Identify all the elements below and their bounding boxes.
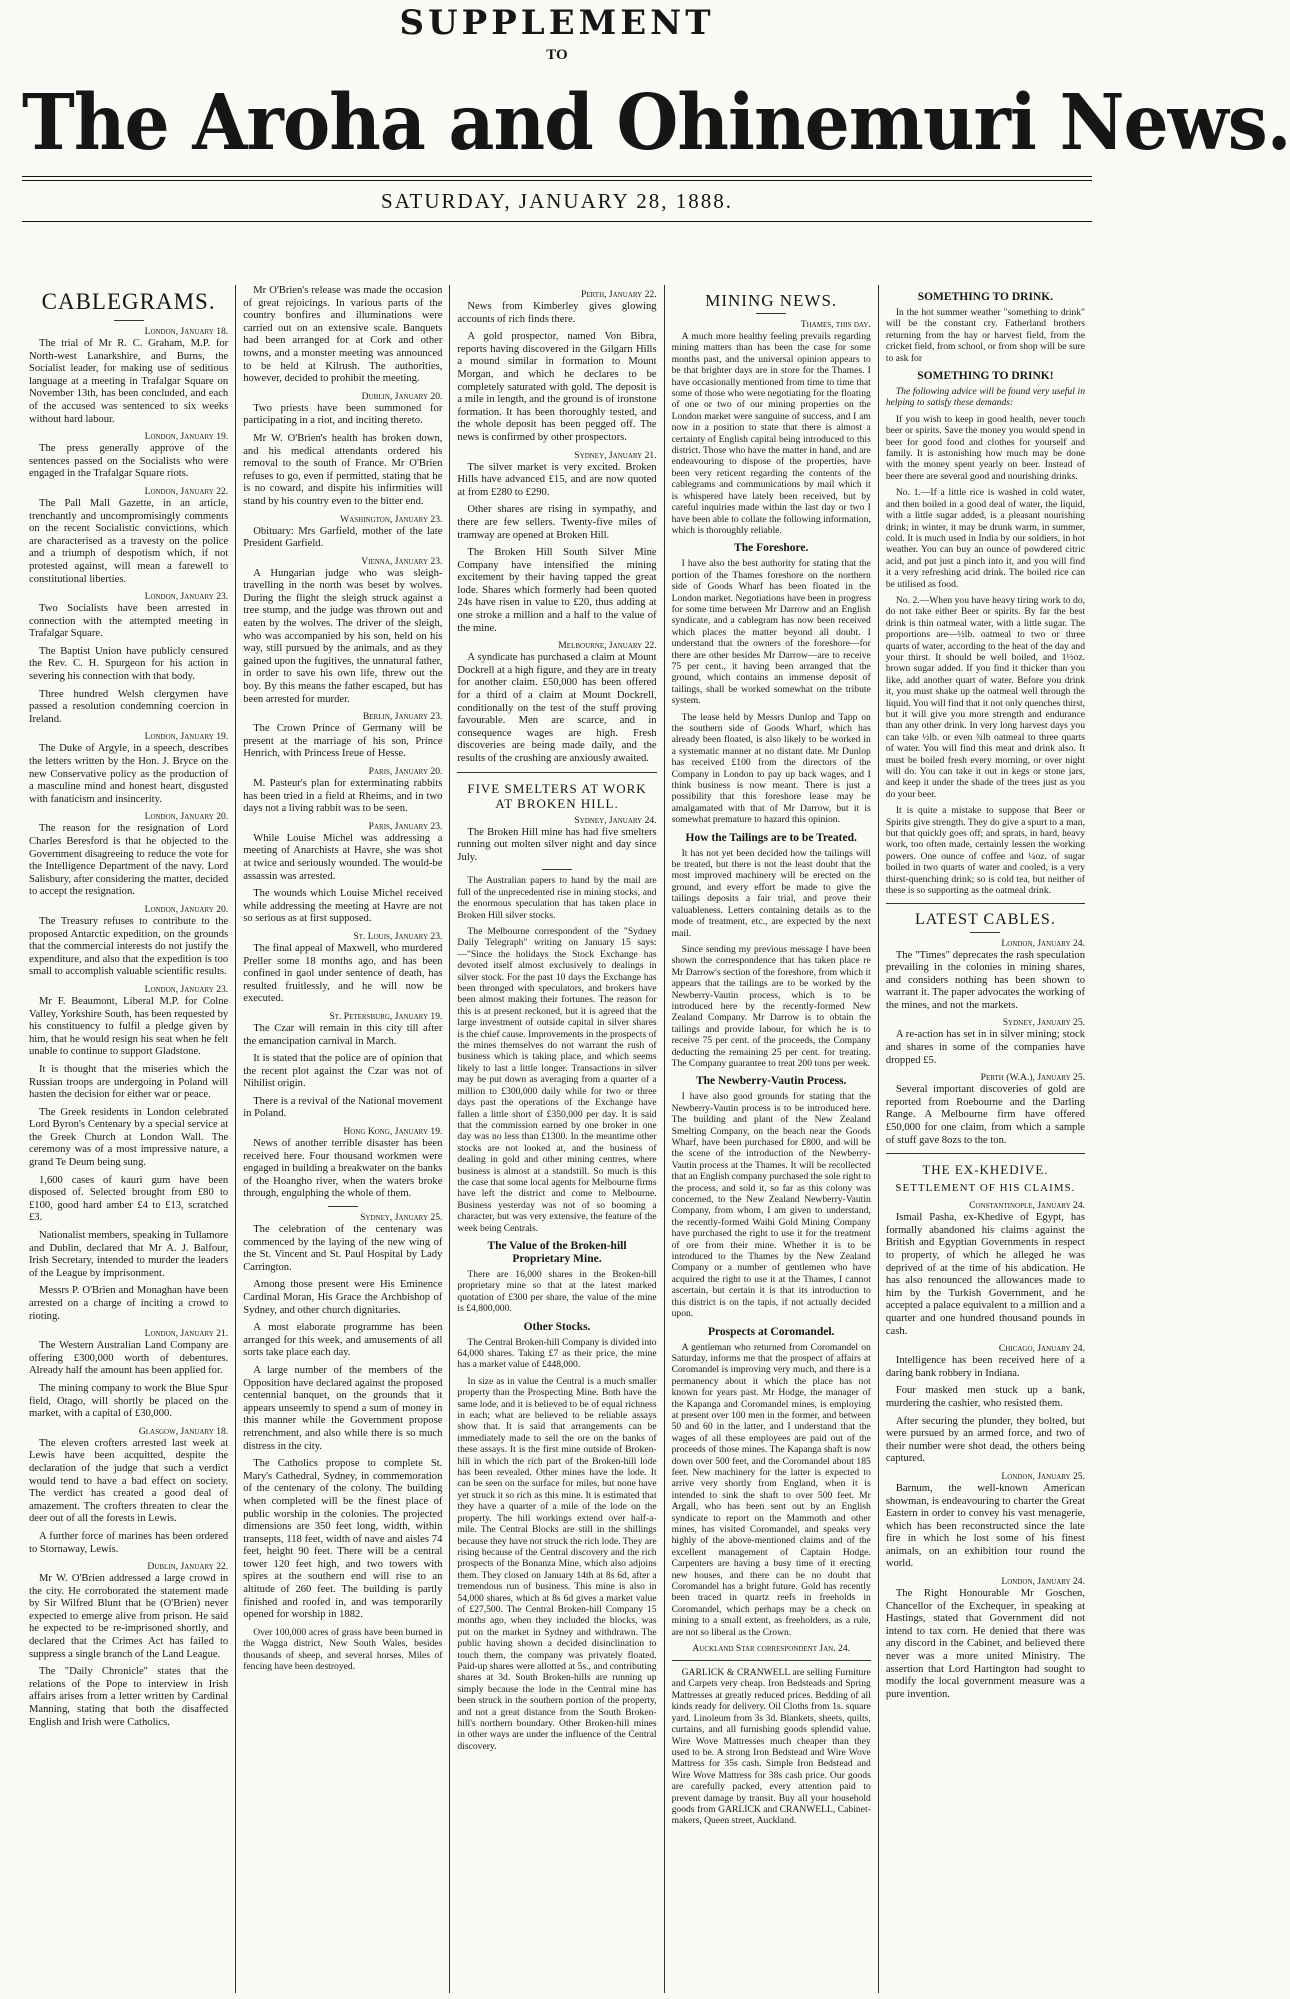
article-paragraph: Mr F. Beaumont, Liberal M.P. for Colne Valley, Yorkshire South, has been requested by his constituency to fulfil a pledge given by him, that he would resign his seat when he felt unable to continue to support Gladstone. [29,995,229,1058]
supplement-label: SUPPLEMENT [399,3,715,43]
article-paragraph: While Louise Michel was addressing a meeting of Anarchists at Havre, she was shot at twice and seriously wounded. The would-be assassin was arrested. [243,832,443,882]
dateline-entry: London, January 24. [1001,937,1086,949]
subheading-foreshore: The Foreshore. [734,542,809,555]
dateline-entry: Melbourne, January 22. [558,640,657,652]
masthead [22,0,1290,222]
divider [886,903,1085,904]
column-cablegrams [22,285,236,1993]
dateline-entry: Paris, January 23. [368,820,443,832]
article-paragraph: Since sending my previous message I have been shown the correspondence that has taken place re Mr Darrow's section of the foreshore, from which it appears that the tailings are to be worked by the Newberry-Vautin process, which is to be introduced here by the recently-formed New Zealand Company. Mr Darrow is to obtain the tailings and provide labour, for which he is to receive 75 per cent. of the proceeds, the Company deducting the remaining 25 per cent. for treating. The Company guarantee to treat 200 tons per week. [671,943,871,1069]
article-paragraph: Several important discoveries of gold are reported from Roebourne and the Darling Range. A Melbourne firm have offered £50,000 for one claim, from which a sample of stuff gave 8ozs to the ton. [885,1084,1086,1146]
dateline-entry: St. Louis, January 23. [353,930,443,942]
dateline-entry: London, January 19. [144,431,229,443]
article-paragraph: The Greek residents in London celebrated Lord Byron's Centenary by a special service at the Greek Church at London Wall. The ceremony was of a most impressive nature, a grand Te Deum being sung. [29,1106,229,1169]
article-paragraph: After securing the plunder, they bolted, but were pursued by an armed force, and two of their number were shot dead, the others being captured. [885,1415,1086,1465]
dateline-entry: Perth, January 22. [580,289,657,300]
article-paragraph: The final appeal of Maxwell, who murdered Preller some 18 months ago, and has been confined in gaol under sentence of death, has resulted fruitlessly, and he will now be executed. [243,942,443,1005]
subheading-value-of-mine: The Value of the Broken-hill Proprietary Mine. [487,1239,627,1265]
article-paragraph: If you wish to keep in good health, never touch beer or spirits. Save the money you would spend in beer for good food and clothes for yourself and family. It is astonishing how much may be done with the money spent yearly on beer. Instead of beer there are several good and nourishing drinks. [885,413,1086,482]
dateline-entry: London, January 23. [144,591,229,603]
article-paragraph: Among those present were His Eminence Cardinal Moran, His Grace the Archbishop of Sydney, and other church dignitaries. [243,1279,443,1316]
divider [114,320,144,321]
article-paragraph: The mining company to work the Blue Spur field, Otago, will shortly be placed on the market, with a capital of £30,000. [29,1382,229,1420]
advertisement-garlick-cranwell: GARLICK & CRANWELL are selling Furniture and Carpets very cheap. Iron Bedsteads and Spring Mattresses at greatly reduced prices. Bedding of all kinds ready for delivery. Oil Cloths from 1s. square yard. Linoleum from 3s 3d. Blankets, sheets, quilts, curtains, and all furnishing goods splendid value. Wire Wove Mattresses much cheaper than they used to be. A strong Iron Bedstead and Wire Wove Mattress for 35s cash. Simple Iron Bedstead and Wire Wove Mattress for 38s cash price. Our goods are carefully packed, every attention paid to prevent damage by transit. Buy all your household goods from GARLICK and CRANWELL, Cabinet-makers, Queen street, Auckland. [671,1667,871,1827]
subheading-newberry-vautin: The Newberry-Vautin Process. [695,1075,847,1088]
dateline-entry: Glasgow, January 18. [138,1425,229,1437]
article-paragraph: The Czar will remain in this city till after the emancipation carnival in March. [243,1022,443,1047]
article-paragraph: The press generally approve of the sentences passed on the Socialists who were engaged in the Trafalgar Square riots. [29,443,229,480]
section-heading-smelters: FIVE SMELTERS AT WORK AT BROKEN HILL. [467,780,647,811]
article-paragraph: Barnum, the well-known American showman, is endeavouring to charter the Great Eastern in order to convey his vast menagerie, which has been reconstructed since the late fire in which he lost some of his finest animals, on an exhibition tour round the world. [885,1482,1086,1570]
dateline-entry: Sydney, January 25. [360,1212,443,1224]
article-paragraph: Two priests have been summoned for participating in a riot, and inciting thereto. [243,402,443,427]
article-paragraph: The "Daily Chronicle" states that the relations of the Pope to interview in Irish affairs arises from a letter written by Cardinal Manning, stating that both the disaffected English and Irish were Catholics. [29,1666,229,1728]
article-paragraph: A syndicate has purchased a claim at Mount Dockrell at a high figure, and they are in treaty for another claim. £50,000 has been offered for a third of a claim at Mount Dockrell, conditionally on the test of the stuff proving favourable. Men are scarce, and in consequence wages are high. Fresh discoveries are being made daily, and the results of the crushing are anxiously awaited. [457,652,657,764]
article-paragraph: The eleven crofters arrested last week at Lewis have been acquitted, despite the declaration of the judge that such a verdict would tend to have a bad effect on society. The verdict has created a good deal of amazement. The crofters threaten to clear the deer out of all the forests in Lewis. [29,1437,229,1525]
dateline-entry: Paris, January 20. [368,766,443,777]
divider [457,772,656,773]
article-paragraph: No. 2.—When you have heavy tiring work to do, do not take either Beer or spirits. By far the best drink is thin oatmeal water, with a little sugar. The proportions are—½lb. oatmeal to two or three quarts of water, according to the heat of the day and your thirst. It should be well boiled, and 1½oz. brown sugar added. If you find it thicker than you like, add another quart of water. Before you drink it, you must shake up the oatmeal well through the liquid. You will find that it not only quenches thirst, but it will give you more strength and endurance than any other drink. In very long harvest days you can take ½lb. or even ¾lb oatmeal to three quarts of water. You will find this meat and drink also. It must be boiled fresh every morning, or over night will do. You can take it out in kegs or stone jars, and keep it under the shade of the trees just as you do your beer. [885,594,1086,800]
dateline-entry: Sydney, January 21. [574,449,657,461]
article-paragraph: There is a revival of the National movement in Poland. [243,1095,443,1120]
article-paragraph: The Right Honourable Mr Goschen, Chancellor of the Exchequer, in speaking at Hastings, stated that Government did not intend to tax corn. He denied that there was any discord in the Cabinet, and believed there never was a more united Ministry. The assertion that Lord Hartington had sought to modify the local government measure was a pure invention. [885,1588,1086,1700]
article-paragraph: Mr W. O'Brien's health has broken down, and his medical attendants ordered his removal to the south of France. Mr O'Brien refuses to go, even if permitted, stating that he is no coward, and dispite his infirmities will stand by his country even to the bitter end. [243,432,443,507]
column-broken-hill [450,285,664,1993]
article-paragraph: The wounds which Louise Michel received while addressing the meeting at Havre are not so serious as at first supposed. [243,888,443,925]
dateline-entry: London, January 23. [144,983,229,995]
section-heading-ex-khedive: THE EX-KHEDIVE. [922,1162,1049,1178]
article-paragraph: The Central Broken-hill Company is divided into 64,000 shares. Taking £7 as their price, the mine has a market value of £448,000. [457,1336,657,1371]
article-paragraph: The Broken Hill mine has had five smelters running out molten silver night and day since July. [457,826,657,863]
article-paragraph: It is thought that the miseries which the Russian troops are undergoing in Poland will hasten the decision for either war or peace. [29,1063,229,1101]
dateline-entry: Chicago, January 24. [998,1343,1086,1355]
article-paragraph: Messrs P. O'Brien and Monaghan have been arrested on a charge of inciting a crowd to rioting. [29,1285,229,1322]
article-paragraph: In the hot summer weather "something to drink" will be the constant cry. Fatherland brothers returning from the hay or harvest field, from the cricket field, from school, or from shop will be sure to ask for [885,307,1086,364]
dateline: SATURDAY, JANUARY 28, 1888. [381,189,733,213]
article-paragraph: It is stated that the police are of opinion that the recent plot against the Czar was not of Nihilist origin. [243,1053,443,1090]
dateline-entry: London, January 20. [144,903,229,915]
date-rule [22,221,1092,222]
subheading-tailings: How the Tailings are to be Treated. [685,831,857,844]
article-paragraph: The trial of Mr R. C. Graham, M.P. for North-west Lanarkshire, and Burns, the Socialist leader, for making use of seditious language at a meeting in Trafalgar Square on November 13th, has been concluded, and each of the accused was sentenced to six weeks without hard labour. [29,338,229,425]
dateline-entry: Sydney, January 24. [574,814,657,826]
article-paragraph: The Australian papers to hand by the mail are full of the unprecedented rise in mining stocks, and the enormous speculation that has taken place in Broken Hill silver stocks. [457,875,657,921]
dateline-entry: St. Petersburg, January 19. [329,1010,443,1022]
dateline-entry: Berlin, January 23. [362,711,443,723]
article-paragraph: Mr O'Brien's release was made the occasion of great rejoicings. In various parts of the country bonfires and illuminations were carried out on an extensive scale. Banquets had been arranged for at Cork and other towns, and a monster meeting was announced to be held at Kilrush. The authorities, however, decided to prohibit the meeting. [243,285,443,385]
article-paragraph: A further force of marines has been ordered to Stornaway, Lewis. [29,1530,229,1555]
article-paragraph: The "Times" deprecates the rash speculation prevailing in the colonies in mining shares, and considers nothing has been shown to warrant it. The paper advocates the working of the mines, and not the markets. [885,949,1086,1011]
article-paragraph: Mr W. O'Brien addressed a large crowd in the city. He corroborated the statement made by Sir Wilfred Blunt that he (O'Brien) never expected to emerge alive from prison. He said he expected to be re-imprisoned shortly, and declared that the Crimes Act has failed to suppress a single branch of the Land League. [29,1573,229,1660]
dateline-entry: Sydney, January 25. [1002,1017,1086,1029]
article-paragraph: I have also good grounds for stating that the Newberry-Vautin process is to be introduced here. The building and plant of the New Zealand Smelting Company, on the beach near the Goods Wharf, have been purchased for £800, and will be the scene of the introduction of the Newberry-Vautin process at the Thames. It will be recollected that an English company purchased the sole right to the process, and sold it, so far as this colony was concerned, to the New Zealand Newberry-Vautin Company, from whom, I am given to understand, the recently-formed Waihi Gold Mining Company have purchased the right to use it for the treatment of ore from their mine. Whether it is to be introduced to the Thames by the New Zealand Company or a number of gentlemen who have acquired the right to use it at the Thames, I cannot ascertain, but certain it is that its introduction to this district is on the tapis, if not actually decided upon. [671,1091,871,1320]
article-paragraph: The Catholics propose to complete St. Mary's Cathedral, Sydney, in commemoration of the centenary of the colony. The building when completed will be the finest place of public worship in the colonies. The projected dimensions are 350 feet long, width, within transepts, 118 feet, width of nave and aisles 74 feet, height 90 feet. There will be a central tower 120 feet high, and two towers with spires at the southern end will rise to an altitude of 260 feet. The building is partly finished and roofed in, and was temporarily opened for worship in 1882. [243,1458,443,1621]
dateline-entry: Dublin, January 20. [361,390,443,402]
article-paragraph: A gold prospector, named Von Bibra, reports having discovered in the Gilgarn Hills a mound similar in formation to Mount Morgan, and which he declares to be completely saturated with gold. The deposit is a mile in length, and the ground is of ironstone formation. It has been thoroughly tested, and the whole deposit has been pegged off. The news is confirmed by other prospectors. [457,331,657,443]
article-paragraph: A large number of the members of the Opposition have declared against the proposed centennial banquet, on the grounds that it appears unseemly to spend a sum of money in this manner while the Government propose retrenchment, and also while there is so much distress in the city. [243,1364,443,1452]
article-paragraph: The following advice will be found very useful in helping to satisfy these demands: [885,386,1086,409]
divider [756,313,786,314]
article-paragraph: A gentleman who returned from Coromandel on Saturday, informs me that the prospect of affairs at Coromandel is improving very much, and there is a permanency about it which the place has not known for years past. Mr Hodge, the manager of the Kapanga and Coromandel mines, is employing at present over 100 men in the former, and between 50 and 60 in the latter, and I understand that the wages of all these employees are paid out of the proceeds of those mines. The Kapanga shaft is now down over 500 feet, and the Coromandel about 185 feet. New machinery for the latter is expected to arrive very shortly from England, when it is intended to sink the shaft to over 500 feet. Mr Argall, who has been sent out by an English syndicate to report on the Mammoth and other mines, has visited Coromandel, and speaks very highly of the above-mentioned claims and of the excellent management of Captain Hodge. Carpenters are having a busy time of it erecting new houses, and there can be no doubt that Coromandel has a bright future. Gold has recently been traced in quartz reefs in freeholds in Coromandel, which perhaps may be a check on mining to a small extent, as freeholders, as a rule, are not so liberal as the Crown. [671,1341,871,1638]
title-rule [22,176,1092,181]
dateline-entry: Hong Kong, January 19. [343,1126,443,1138]
section-heading-cablegrams: CABLEGRAMS. [41,289,216,314]
column-something-to-drink [879,285,1092,1993]
article-paragraph: Two Socialists have been arrested in connection with the attempted meeting in Trafalgar Square. [29,603,229,640]
article-paragraph: Intelligence has been received here of a daring bank robbery in Indiana. [885,1355,1086,1379]
article-paragraph: Four masked men stuck up a bank, murdering the cashier, who resisted them. [885,1385,1086,1409]
column-mining-news [665,285,879,1993]
signature: Auckland Star correspondent Jan. 24. [692,1643,851,1655]
dateline-entry: Perth (W.A.), January 25. [980,1072,1086,1084]
article-paragraph: There are 16,000 shares in the Broken-hill proprietary mine so that at the latest marked quotation of £300 per share, the value of the mine is £4,800,000. [457,1268,657,1315]
article-paragraph: M. Pasteur's plan for exterminating rabbits has been tried in a field at Rheims, and in two days not a living rabbit was to be seen. [243,778,443,815]
columns [22,285,1092,1993]
dateline-entry: London, January 24. [1001,1576,1086,1588]
article-paragraph: News of another terrible disaster has been received here. Four thousand workmen were engaged in building a breakwater on the banks of the Hoangho river, when the waters broke through, engulphing the whole of them. [243,1138,443,1200]
article-paragraph: The Western Australian Land Company are offering £300,000 worth of debentures. Already half the amount has been applied for. [29,1340,229,1377]
article-paragraph: The Baptist Union have publicly censured the Rev. C. H. Spurgeon for his action in severing his connection with that body. [29,645,229,683]
article-paragraph: The Melbourne correspondent of the "Sydney Daily Telegraph" writing on January 15 says:—"Since the holidays the Stock Exchange has devoted itself almost exclusively to dealings in silver stock. For the past 10 days the Exchange has been thronged with speculators, and brokers have been almost making their fortunes. The reason for this is at present reckoned, but it is agreed that the large investment of outside capital in silver shares is the chief cause. Improvements in the prospects of the mines themselves do not warrant the rush of business which is taking place, and which seems likely to last a little longer. Transactions in silver may be put down as averaging from a quarter of a million to £300,000 daily while for two or three days past the operations of the Exchange have fallen a little short of £350,000 per day. It is said that the commission earned by one broker in one day was no less than £1300. In the meantime other stocks are not looked at, and the business of dealing in gold and other mining centres, where business is almost at a standstill. So much is this the case that some local agents for Melbourne firms have left the district and come to Melbourne. Business yesterday was not of so booming a character, but was very extensive, the feature of the week being Centrals. [457,926,657,1234]
article-paragraph: Nationalist members, speaking in Tullamore and Dublin, declared that Mr A. J. Balfour, Irish Secretary, intended to murder the leaders of the League by imprisonment. [29,1230,229,1279]
dateline-entry: London, January 25. [1001,1470,1086,1482]
dateline-entry: Dublin, January 22. [147,1561,229,1573]
section-heading-mining-news: MINING NEWS. [705,291,838,310]
subheading-other-stocks: Other Stocks. [523,1320,591,1333]
article-paragraph: A much more healthy feeling prevails regarding mining matters than has been the case for some months past, and the universal opinion appears to be that brighter days are in store for the Thames. I have occasionally mentioned from time to time that some of those who were negotiating for the floating of one or two of our mining properties on the London market were sanguine of success, and I am now in a position to state that there is almost a certainty of English capital being introduced to this district. Those who have the matter in hand, and are endeavouring to dispose of the properties, have been very reticent regarding the contents of the cablegrams and communications by mail which it is whispered have lately been received, but by careful inquiries made within the last day or two I have been able to collate the following information, which is thoroughly reliable. [671,331,871,536]
article-paragraph: 1,600 cases of kauri gum have been disposed of. Selected brought from £80 to £100, good hard amber £4 to £13, scratched £3. [29,1174,229,1224]
subheading-settlement: SETTLEMENT OF HIS CLAIMS. [895,1182,1076,1195]
article-paragraph: No. 1.—If a little rice is washed in cold water, and then boiled in a good deal of water, the liquid, with a little sugar added, is a pleasant nourishing drink; in winter, it may be drunk warm, in summer, cold. It is much used in India by our soldiers, in hot weather. You can buy an ounce of powdered citric acid, and put just a pinch into it, and you will find it a very refreshing acid drink. The boiled rice can be utilised as food. [885,487,1086,590]
dateline-entry: London, January 19. [144,731,229,743]
dateline-entry: London, January 22. [144,485,229,497]
article-paragraph: The silver market is very excited. Broken Hills have advanced £15, and are now quoted at from £280 to £290. [457,461,657,498]
article-paragraph: The celebration of the centenary was commenced by the laying of the new wing of the St. Vincent and St. Paul Hospital by Lady Carrington. [243,1224,443,1273]
dateline-entry: Thames, this day. [800,319,871,330]
article-paragraph: A Hungarian judge who was sleigh-travelling in the north was beset by wolves. During the flight the sleigh struck against a tree stump, and the judge was thrown out and eaten by the wolves. The driver of the sleigh, who was accompanied by his son, held on his way, still pursued by the animals, and as they gained upon the fugitives, the unnatural father, in order to save his own life, threw out the boy. By this means the father escaped, but has been arrested for murder. [243,567,443,705]
article-paragraph: A re-action has set in in silver mining; stock and shares in some of the companies have dropped £5. [885,1029,1086,1066]
section-heading-something-to-drink: SOMETHING TO DRINK. [917,291,1054,303]
article-paragraph: Other shares are rising in sympathy, and there are few sellers. Twenty-five miles of tramway are opened at Broken Hill. [457,504,657,541]
article-paragraph: It is quite a mistake to suppose that Beer or Spirits give strength. They do give a spurt to a man, but that quickly goes off; and sprats, in hard, heavy work, too often made, certainly lessen the working powers. One ounce of coffee and ¼oz. of sugar boiled in two quarts of water and cooled, is a very thirst-quenching drink; so is cold tea, but neither of these is so supporting as the oatmeal drink. [885,805,1086,897]
divider [970,932,1000,933]
article-paragraph: The Broken Hill South Silver Mine Company have intensified the mining excitement by their having tapped the great lode. Shares which formerly had been quoted 24s have risen in value to £20, thus adding at one stroke a million and a half to the value of the mine. [457,547,657,634]
divider [328,1206,358,1207]
dateline-entry: London, January 21. [144,1328,229,1340]
subheading-something-to-drink: SOMETHING TO DRINK! [917,370,1054,383]
article-paragraph: The reason for the resignation of Lord Charles Beresford is that he objected to the Government disagreeing to reduce the vote for the Intelligence Department of the navy. Lord Salisbury, after considering the matter, decided to accept the resignation. [29,823,229,898]
dateline-entry: Washington, January 23. [340,513,443,525]
article-paragraph: Three hundred Welsh clergymen have passed a resolution condemning coercion in Ireland. [29,688,229,725]
dateline-entry: Vienna, January 23. [361,555,443,567]
article-paragraph: The Duke of Argyle, in a speech, describes the letters written by the Hon. J. Bryce on the new Conservative policy as the production of a masculine mind and honest heart, disgusted with fanaticism and insincerity. [29,743,229,805]
article-paragraph: Over 100,000 acres of grass have been burned in the Wagga district, New South Wales, besides thousands of sheep, and several horses. Miles of fencing have been destroyed. [243,1626,443,1673]
divider [672,1660,871,1661]
article-paragraph: I have also the best authority for stating that the portion of the Thames foreshore on the northern side of Goods Wharf has been floated in the London market. Negotiations have been in progress for some time between Mr Darrow and an English syndicate, and a cablegram has now been received which places the matter beyond all doubt. I understand that the owners of the foreshore—for there are other besides Mr Darrow—are to receive 75 per cent., it having been arranged that the ground, which contains an immense deposit of tailings, shall be worked somewhat on the tribute system. [671,558,871,707]
dateline-entry: Constantinople, January 24. [969,1200,1086,1212]
divider [886,1153,1085,1154]
divider [542,869,572,870]
newspaper-title: The Aroha and Ohinemuri News. [22,76,1290,168]
article-paragraph: The Treasury refuses to contribute to the proposed Antarctic expedition, on the grounds that the commercial interests do not justify the expenditure, and also that the expedition is too small to accomplish valuable scientific results. [29,915,229,978]
dateline-entry: London, January 18. [144,326,229,337]
article-paragraph: The Crown Prince of Germany will be present at the marriage of his son, Prince Henrich, with Princess Ireue of Hesse. [243,723,443,760]
article-paragraph: News from Kimberley gives glowing accounts of rich finds there. [457,301,657,325]
section-heading-latest-cables: LATEST CABLES. [915,910,1056,928]
article-paragraph: The lease held by Messrs Dunlop and Tapp on the southern side of Goods Wharf, which has already been floated, is also likely to be worked in a systematic manner at no distant date. Mr Dunlop has received £100 from the directors of the Company in London to pay up back wages, and I think business is now meant. There is just a possibility that this foreshore lease may be amalgamated with that of Mr Darrow, but it is somewhat premature to hazard this opinion. [671,711,871,826]
article-paragraph: The Pall Mall Gazette, in an article, trenchantly and uncompromisingly comments on the recent Socialistic convictions, which are characterised as a travesty on the police and a triumph of despotism which, if not protested against, will mean a farewell to constitutional liberties. [29,497,229,585]
to-label: TO [546,47,568,63]
article-paragraph: Obituary: Mrs Garfield, mother of the late President Garfield. [243,525,443,550]
article-paragraph: Ismail Pasha, ex-Khedive of Egypt, has formally abandoned his claims against the British and Egyptian Governments in respect to property, of which he alleged he was deprived of at the time of his abdication. He has also renounced the allowances made to him by the Turkish Government, and he accepted a palace equivalent to a million and a quarter and one hundred thousand pounds in cash. [885,1212,1086,1337]
column-cablegrams-continued [236,285,450,1993]
dateline-entry: London, January 20. [144,811,229,823]
article-paragraph: It has not yet been decided how the tailings will be treated, but there is not the least doubt that the most improved machinery will be erected on the ground, and every effort be made to give the tailings deposits a fair trial, and prove their valuableness. Letters containing details as to the mode of treatment, etc., are expected by the next mail. [671,847,871,939]
article-paragraph: In size as in value the Central is a much smaller property than the Prospecting Mine. Both have the same lode, and it is believed to be of equal richness in each; what are believed to be reliable assays show that. It is said that arrangements can be immediately made to sell the ore on the banks of these assays. It is the first mine outside of Broken-hill in which the rich part of the Broken-hill lode has been revealed. Other mines have the lode. It can be seen on the surface for miles, but none have yet struck it so rich as this mine. It is estimated that they have a quarter of a mile of the lode on the property. The hill workings extend over half-a-mile. The Central Blocks are still in the shillings because they have not struck the rich lode. They are rising because of the Central discovery and the rich prospects of the Bonanza Mine, which also adjoins them. They closed on January 14th at 8s 6d, after a tremendous run of business. This mine is also in 54,000 shares, which at 8s 6d gives a market value of £27,500. The Central Broken-hill Company 15 months ago, when they included the blocks, was put on the market in Sydney and withdrawn. The public having shown a decided disinclination to touch them, the company was privately floated. Paid-up shares were allotted at 5s., and contributing shares at 3d. South Broken-hills are running up simply because the lode in the Central mine has been struck in the southern portion of the property, and not a great distance from the South Broken-hill's northern boundary. Other Broken-hill mines in other ways are under the influence of the Central discovery. [457,1375,657,1752]
article-paragraph: A most elaborate programme has been arranged for this week, and amusements of all sorts take place each day. [243,1322,443,1359]
subheading-coromandel: Prospects at Coromandel. [708,1325,835,1338]
